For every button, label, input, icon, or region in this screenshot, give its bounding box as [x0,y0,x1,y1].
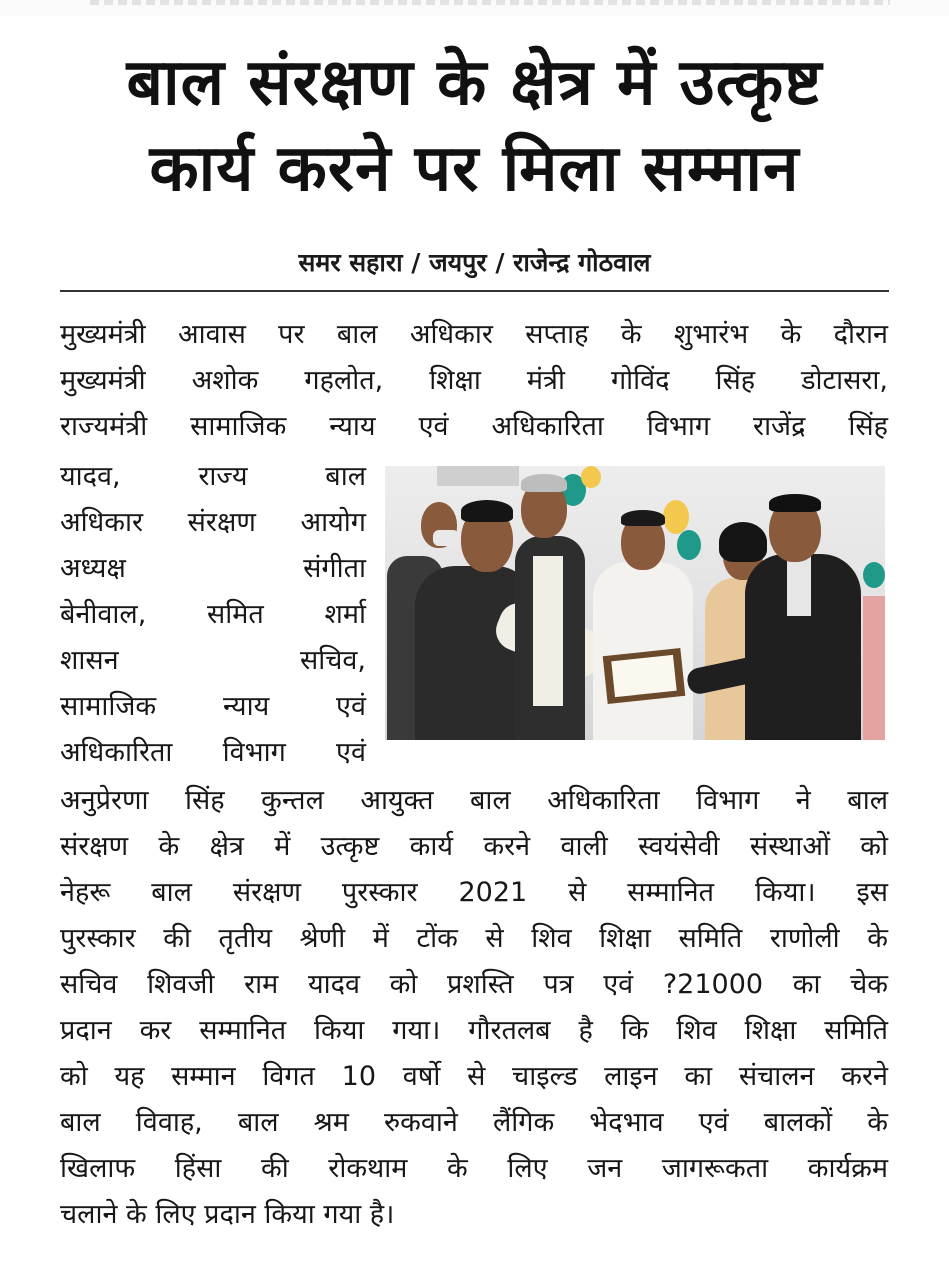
headline-line-1: बाल संरक्षण के क्षेत्र में उत्कृष्ट [126,46,823,120]
text-line: अनुप्रेरणा सिंह कुन्तल आयुक्त बाल अधिकारिता विभाग ने बाल [60,785,888,816]
balloon [677,530,701,560]
text-line: पुरस्कार की तृतीय श्रेणी में टोंक से शिव शिक्षा समिति राणोली के [60,923,888,954]
hair [461,500,513,522]
paragraph-body [60,778,888,1238]
paragraph-side-column [60,454,366,776]
text-line: संरक्षण के क्षेत्र में उत्कृष्ट कार्य करने वाली स्वयंसेवी संस्थाओं को [60,831,888,862]
text-line: अधिकार संरक्षण आयोग [60,507,366,538]
text-line: शासन सचिव, [60,645,366,676]
balloon [663,500,689,534]
text-line: खिलाफ हिंसा की रोकथाम के लिए जन जागरूकता कार्यक्रम [60,1153,888,1184]
text-line: राज्यमंत्री सामाजिक न्याय एवं अधिकारिता विभाग राजेंद्र सिंह [60,411,888,442]
balloon [863,562,885,588]
stage-panel [437,466,519,486]
text-line: प्रदान कर सम्मानित किया गया। गौरतलब है कि शिव शिक्षा समिति [60,1015,888,1046]
award-ceremony-photo [385,466,885,740]
text-line: यादव, राज्य बाल [60,461,366,492]
previous-article-strip [0,0,949,16]
cut-off-text-line [90,0,890,5]
text-line: नेहरू बाल संरक्षण पुरस्कार 2021 से सम्मानित किया। इस [60,877,888,908]
shirt [787,556,811,616]
kurta [533,556,563,706]
headline-line-2: कार्य करने पर मिला सम्मान [149,132,800,206]
hair [521,474,567,492]
certificate-paper [611,655,676,697]
text-line: सामाजिक न्याय एवं [60,691,366,722]
face-mask [433,530,459,546]
balloon [581,466,601,488]
text-line: बाल विवाह, बाल श्रम रुकवाने लैंगिक भेदभाव एवं बालकों के [60,1107,888,1138]
person-background-right [863,596,885,740]
text-line: चलाने के लिए प्रदान किया गया है। [60,1199,395,1230]
text-line: मुख्यमंत्री आवास पर बाल अधिकार सप्ताह के शुभारंभ के दौरान [60,319,888,350]
text-line: बेनीवाल, समित शर्मा [60,599,366,630]
text-line: को यह सम्मान विगत 10 वर्षो से चाइल्ड लाइन का संचालन करने [60,1061,888,1092]
byline: समर सहारा / जयपुर / राजेन्द्र गोठवाल [298,248,651,277]
byline-divider [60,290,889,292]
text-line: अध्यक्ष संगीता [60,553,366,584]
text-line: अधिकारिता विभाग एवं [60,737,366,768]
hair [719,522,767,562]
headline [30,40,919,212]
paragraph-intro [60,312,888,450]
hair [769,494,821,512]
hair [621,510,665,526]
text-line: सचिव शिवजी राम यादव को प्रशस्ति पत्र एवं ?21000 का चेक [60,969,888,1000]
text-line: मुख्यमंत्री अशोक गहलोत, शिक्षा मंत्री गोविंद सिंह डोटासरा, [60,365,888,396]
